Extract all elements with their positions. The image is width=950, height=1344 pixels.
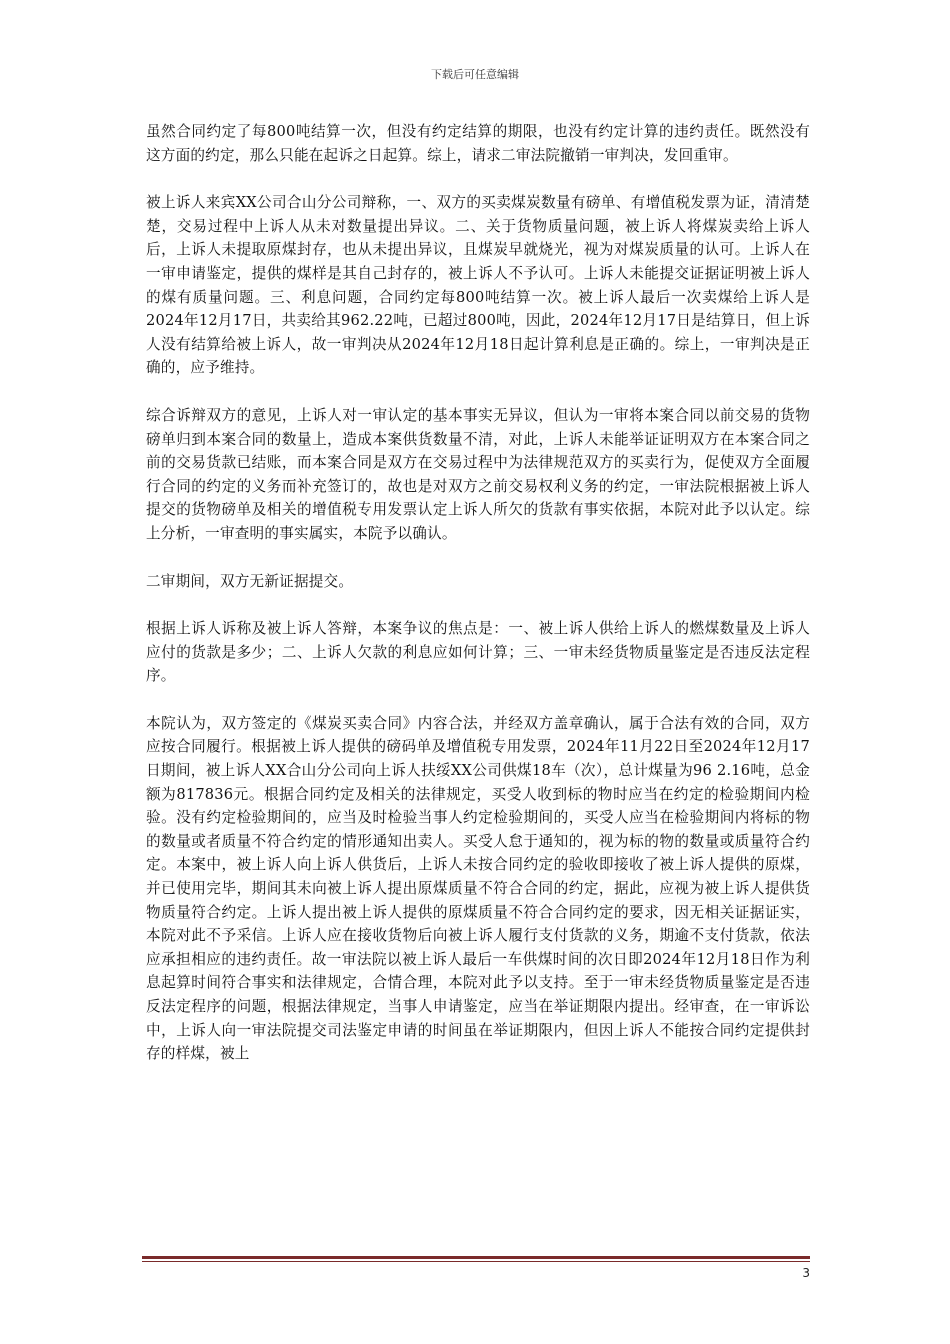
document-body [146, 120, 810, 1090]
paragraph-2: 被上诉人来宾XX公司合山分公司辩称，一、双方的买卖煤炭数量有磅单、有增值税发票为证，清清楚楚，交易过程中上诉人从未对数量提出异议。二、关于货物质量问题，被上诉人将煤炭卖给上诉人后，上诉人未提取原煤封存，也从未提出异议，且煤炭早就烧光，视为对煤炭质量的认可。上诉人在一审申请鉴定，提供的煤样是其自己封存的，被上诉人不予认可。上诉人未能提交证据证明被上诉人的煤有质量问题。三、利息问题，合同约定每800吨结算一次。被上诉人最后一次卖煤给上诉人是2024年12月17日，共卖给其962.22吨，已超过800吨，因此，2024年12月17日是结算日，但上诉人没有结算给被上诉人，故一审判决从2024年12月18日起计算利息是正确的。综上，一审判决是正确的，应予维持。 [146, 194, 810, 377]
page-number: 3 [802, 1266, 810, 1280]
paragraph-1: 虽然合同约定了每800吨结算一次，但没有约定结算的期限，也没有约定计算的违约责任。既然没有这方面的约定，那么只能在起诉之日起算。综上，请求二审法院撤销一审判决，发回重审。 [146, 123, 810, 164]
footer-divider-thick [142, 1256, 810, 1259]
footer-divider-thin [142, 1261, 810, 1262]
paragraph-5: 根据上诉人诉称及被上诉人答辩，本案争议的焦点是：一、被上诉人供给上诉人的燃煤数量及上诉人应付的货款是多少；二、上诉人欠款的利息应如何计算；三、一审未经货物质量鉴定是否违反法定程序。 [146, 620, 810, 685]
paragraph-4: 二审期间，双方无新证据提交。 [146, 572, 354, 590]
paragraph-6: 本院认为，双方签定的《煤炭买卖合同》内容合法，并经双方盖章确认，属于合法有效的合同，双方应按合同履行。根据被上诉人提供的磅码单及增值税专用发票，2024年11月22日至2024年12月17日期间，被上诉人XX合山分公司向上诉人扶绥XX公司供煤18车（次），总计煤量为96 2.16吨，总金额为817836元。根据合同约定及相关的法律规定，买受人收到标的物时应当在约定的检验期间内检验。没有约定检验期间的，应当及时检验当事人约定检验期间的，买受人应当在检验期间内将标的物的数量或者质量不符合约定的情形通知出卖人。买受人怠于通知的，视为标的物的数量或质量符合约定。本案中，被上诉人向上诉人供货后，上诉人未按合同约定的验收即接收了被上诉人提供的原煤，并已使用完毕，期间其未向被上诉人提出原煤质量不符合合同的约定，据此，应视为被上诉人提供货物质量符合约定。上诉人提出被上诉人提供的原煤质量不符合合同约定的要求，因无相关证据证实，本院对此不予采信。上诉人应在接收货物后向被上诉人履行支付货款的义务，期逾不支付货款，依法应承担相应的违约责任。故一审法院以被上诉人最后一车供煤时间的次日即2024年12月18日作为利息起算时间符合事实和法律规定，合情合理，本院对此予以支持。至于一审未经货物质量鉴定是否违反法定程序的问题，根据法律规定，当事人申请鉴定，应当在举证期限内提出。经审查，在一审诉讼中，上诉人向一审法院提交司法鉴定申请的时间虽在举证期限内，但因上诉人不能按合同约定提供封存的样煤，被上 [146, 714, 810, 1063]
page-header: 下载后可任意编辑 [431, 68, 519, 81]
paragraph-3: 综合诉辩双方的意见，上诉人对一审认定的基本事实无异议，但认为一审将本案合同以前交易的货物磅单归到本案合同的数量上，造成本案供货数量不清，对此，上诉人未能举证证明双方在本案合同之前的交易货款已结账，而本案合同是双方在交易过程中为法律规范双方的买卖行为，促使双方全面履行合同的约定的义务而补充签订的，故也是对双方之前交易权利义务的约定，一审法院根据被上诉人提交的货物磅单及相关的增值税专用发票认定上诉人所欠的货款有事实依据，本院对此予以认定。综上分析，一审查明的事实属实，本院予以确认。 [146, 406, 810, 542]
